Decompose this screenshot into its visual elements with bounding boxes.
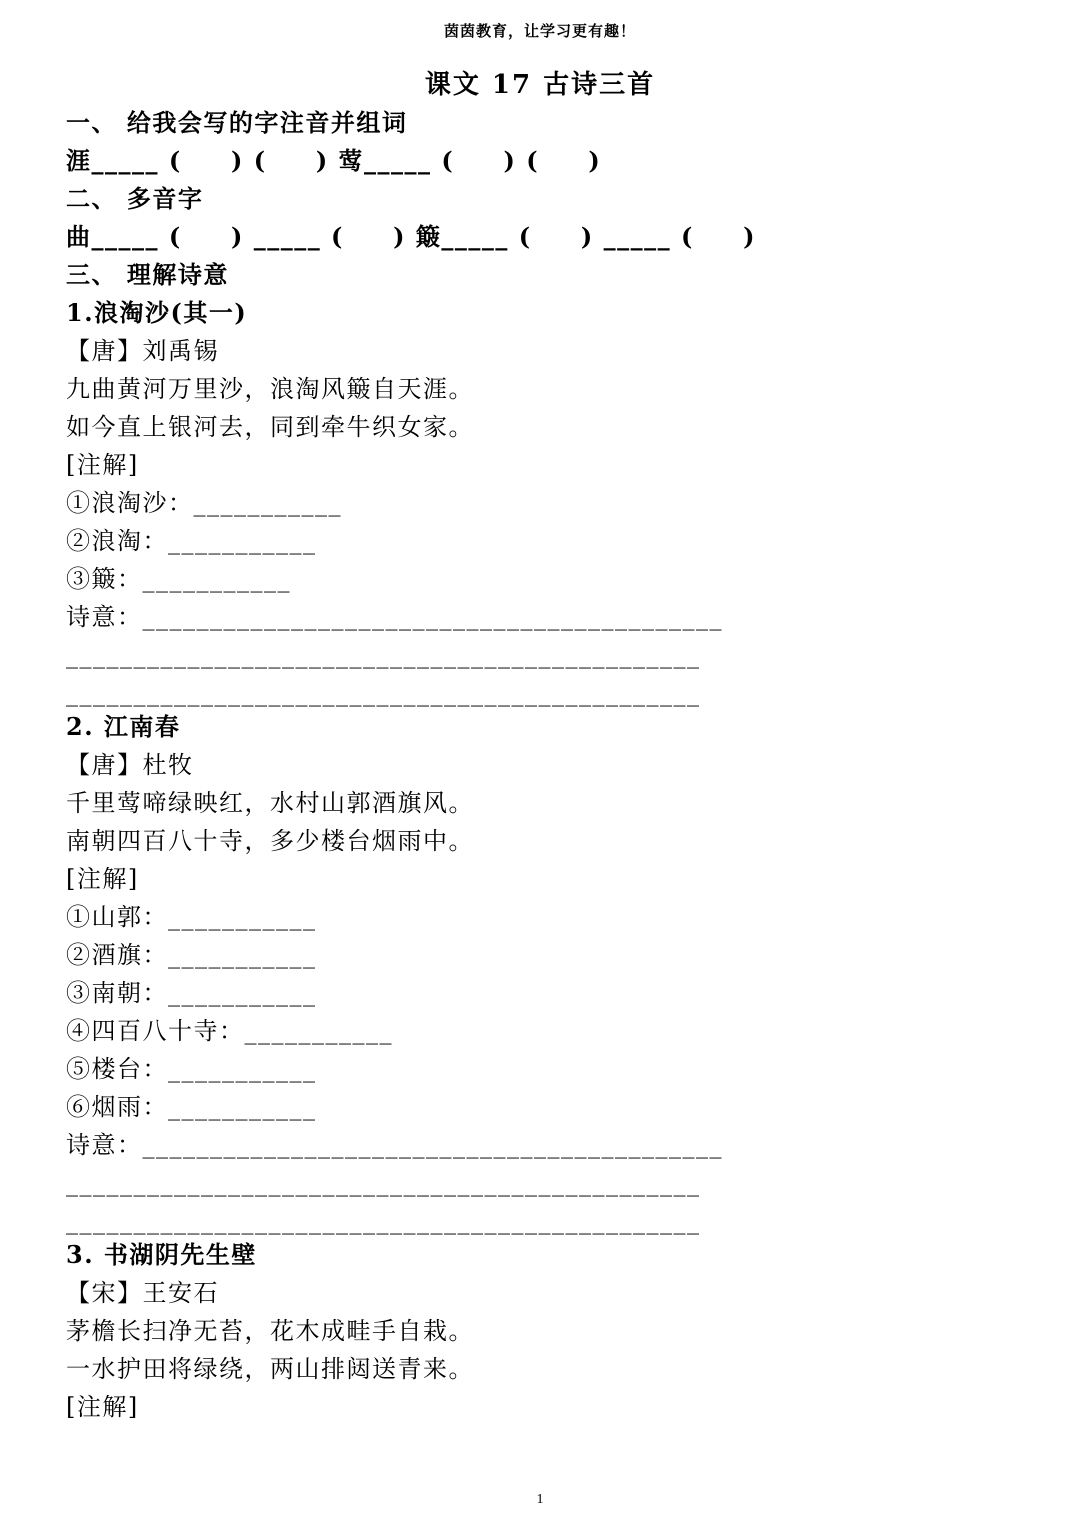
poem2-note: ④四百八十寺：___________: [66, 1017, 393, 1045]
poem1-author: 【唐】刘禹锡: [66, 337, 219, 365]
poem2-note: ③南朝：___________: [66, 979, 317, 1007]
poem1-blank-line: _______________________________________________: [66, 641, 701, 669]
poem2-blank-line: _______________________________________________: [66, 1169, 701, 1197]
section1-line: 涯_____ ( ) ( ) 莺_____ ( ) ( ): [66, 146, 602, 175]
poem1-note: ②浪淘：___________: [66, 527, 317, 555]
page-number: 1: [536, 1492, 544, 1507]
page-title: 课文 17 古诗三首: [424, 70, 656, 100]
poem1-note: ①浪淘沙：___________: [66, 489, 342, 517]
poem1-line: 如今直上银河去，同到牵牛织女家。: [66, 413, 474, 441]
poem3-title: 3. 书湖阴先生壁: [66, 1240, 257, 1269]
poem1-notes-label: [注解]: [66, 451, 139, 479]
poem2-note: ①山郭：___________: [66, 903, 317, 931]
poem3-author: 【宋】王安石: [66, 1279, 219, 1307]
poem1-title: 1.浪淘沙(其一): [66, 298, 248, 327]
section2-line: 曲_____ ( ) _____ ( ) 簸_____ ( ) _____ ( ): [66, 222, 756, 251]
section1-heading: 一、 给我会写的字注音并组词: [66, 108, 408, 137]
section3-heading: 三、 理解诗意: [66, 260, 229, 289]
poem1-meaning: 诗意：___________________________________________: [66, 603, 723, 631]
poem2-note: ②酒旗：___________: [66, 941, 317, 969]
poem2-notes-label: [注解]: [66, 865, 139, 893]
poem3-line: 一水护田将绿绕，两山排闼送青来。: [66, 1355, 474, 1383]
poem2-line: 千里莺啼绿映红，水村山郭酒旗风。: [66, 789, 474, 817]
poem1-note: ③簸：___________: [66, 565, 291, 593]
poem2-note: ⑤楼台：___________: [66, 1055, 317, 1083]
poem2-blank-line: _______________________________________________: [66, 1207, 701, 1235]
poem3-notes-label: [注解]: [66, 1393, 139, 1421]
poem1-blank-line: _______________________________________________: [66, 679, 701, 707]
poem2-author: 【唐】杜牧: [66, 751, 194, 779]
poem2-title: 2. 江南春: [66, 712, 181, 741]
section2-heading: 二、 多音字: [66, 184, 204, 213]
poem1-line: 九曲黄河万里沙，浪淘风簸自天涯。: [66, 375, 474, 403]
header-slogan: 茵茵教育，让学习更有趣！: [443, 22, 636, 40]
poem2-line: 南朝四百八十寺，多少楼台烟雨中。: [66, 827, 474, 855]
poem3-line: 茅檐长扫净无苔，花木成畦手自栽。: [66, 1317, 474, 1345]
poem2-meaning: 诗意：___________________________________________: [66, 1131, 723, 1159]
poem2-note: ⑥烟雨：___________: [66, 1093, 317, 1121]
